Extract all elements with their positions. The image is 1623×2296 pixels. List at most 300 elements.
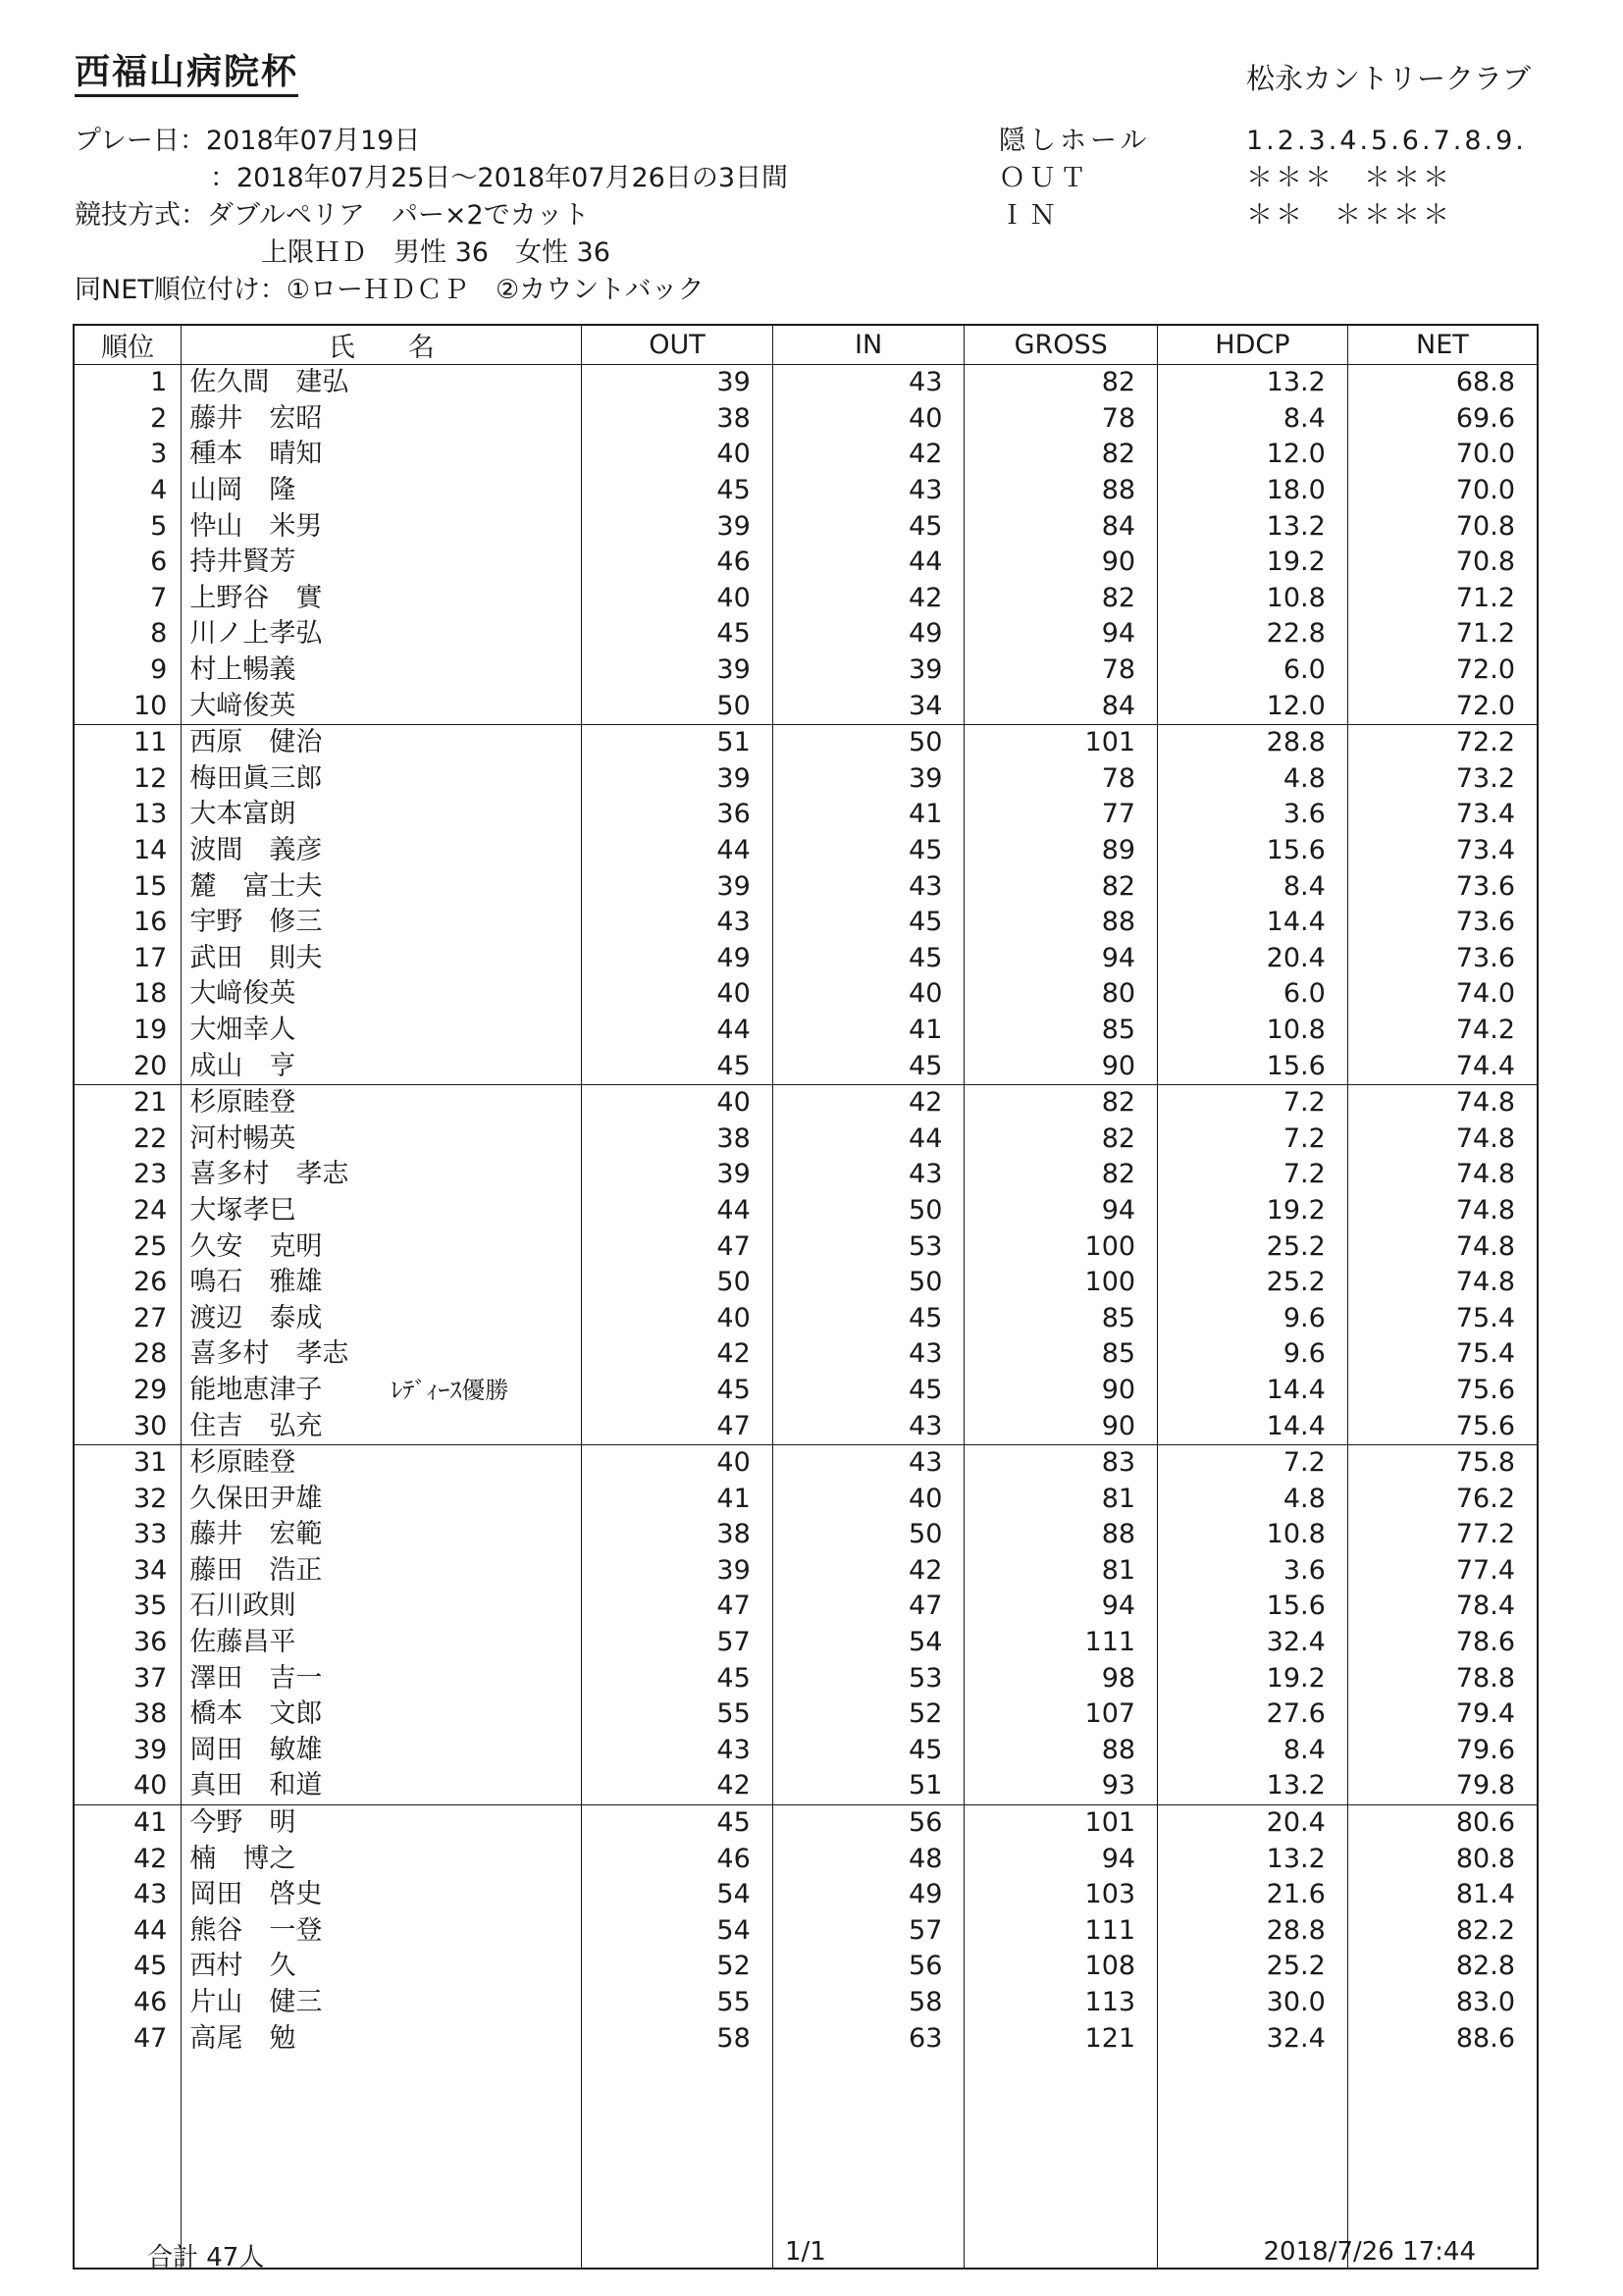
cell-name bbox=[182, 905, 582, 941]
name-value: 能地恵津子 bbox=[189, 1374, 323, 1405]
col-rank: 順位 bbox=[74, 325, 182, 365]
net-value: 77.4 bbox=[1455, 1554, 1515, 1586]
table-row bbox=[74, 1444, 1538, 1481]
gross-value: 111 bbox=[1084, 1914, 1136, 1946]
cell-out bbox=[582, 1444, 773, 1481]
cell-hdcp bbox=[1158, 1660, 1348, 1696]
cell-in bbox=[772, 1841, 965, 1877]
hdcp-value: 10.8 bbox=[1266, 1014, 1326, 1045]
in-value: 39 bbox=[909, 762, 943, 794]
cell-out bbox=[582, 1733, 773, 1769]
cell-out bbox=[582, 1300, 773, 1336]
cell-hdcp bbox=[1158, 1949, 1348, 1985]
gross-value: 93 bbox=[1101, 1770, 1136, 1801]
cell-out bbox=[582, 1408, 773, 1444]
name-value: 河村暢英 bbox=[189, 1122, 296, 1154]
net-value: 73.6 bbox=[1455, 870, 1515, 902]
gross-value: 82 bbox=[1101, 582, 1136, 613]
cell-name bbox=[182, 1157, 582, 1193]
hdcp-value: 14.4 bbox=[1266, 1374, 1326, 1405]
out-value: 50 bbox=[716, 1267, 751, 1298]
net-value: 74.8 bbox=[1455, 1159, 1515, 1190]
in-value: 50 bbox=[909, 1519, 943, 1550]
cell-in bbox=[772, 545, 965, 581]
cell-gross bbox=[965, 1013, 1158, 1049]
table-row bbox=[74, 1373, 1538, 1409]
hdcp-value: 15.6 bbox=[1266, 1591, 1326, 1622]
gross-value: 94 bbox=[1101, 1843, 1136, 1874]
net-value: 69.6 bbox=[1455, 402, 1515, 434]
rank-value: 8 bbox=[150, 618, 168, 650]
out-value: 38 bbox=[716, 1122, 751, 1154]
table-row bbox=[74, 1733, 1538, 1769]
cell-out bbox=[582, 1768, 773, 1804]
cell-gross bbox=[965, 1084, 1158, 1121]
cell-net bbox=[1347, 652, 1538, 689]
col-name: 氏 名 bbox=[182, 325, 582, 365]
in-value: 42 bbox=[909, 439, 943, 470]
gross-value: 88 bbox=[1101, 1734, 1136, 1765]
table-row bbox=[74, 1121, 1538, 1157]
cell-out bbox=[582, 1228, 773, 1265]
cell-gross bbox=[965, 1696, 1158, 1733]
period-row bbox=[75, 160, 788, 197]
net-value: 73.4 bbox=[1455, 835, 1515, 866]
gross-value: 78 bbox=[1101, 762, 1136, 794]
rank-value: 32 bbox=[132, 1483, 168, 1514]
cell-gross bbox=[965, 437, 1158, 473]
cell-in bbox=[772, 1733, 965, 1769]
name-value: 西村 久 bbox=[189, 1951, 296, 1982]
cell-net bbox=[1347, 1265, 1538, 1301]
rank-value: 38 bbox=[132, 1698, 168, 1730]
cell-in bbox=[772, 1949, 965, 1985]
gross-value: 100 bbox=[1084, 1267, 1136, 1298]
in-value: 47 bbox=[909, 1591, 943, 1622]
cell-gross bbox=[965, 1913, 1158, 1950]
cell-rank bbox=[74, 1553, 182, 1590]
name-value: 岡田 敏雄 bbox=[189, 1734, 323, 1765]
cell-out bbox=[582, 401, 773, 438]
out-value: 45 bbox=[716, 1662, 751, 1694]
hdcp-value: 8.4 bbox=[1283, 402, 1326, 434]
out-value: 45 bbox=[716, 1807, 751, 1839]
cell-hdcp bbox=[1158, 1121, 1348, 1157]
cell-net bbox=[1347, 1768, 1538, 1804]
name-value: 山岡 隆 bbox=[189, 475, 296, 506]
cell-in bbox=[772, 1373, 965, 1409]
rank-value: 17 bbox=[132, 942, 168, 973]
rank-value: 31 bbox=[132, 1447, 168, 1479]
hidden-holes-list: 1.2.3.4.5.6.7.8.9. bbox=[1246, 126, 1527, 156]
cell-out bbox=[582, 1877, 773, 1913]
rank-value: 43 bbox=[132, 1879, 168, 1910]
cell-rank bbox=[74, 652, 182, 689]
net-value: 77.2 bbox=[1455, 1519, 1515, 1550]
net-value: 74.8 bbox=[1455, 1194, 1515, 1226]
hdcp-value: 19.2 bbox=[1266, 547, 1326, 578]
cell-out bbox=[582, 1949, 773, 1985]
cell-hdcp bbox=[1158, 1444, 1348, 1481]
cell-in bbox=[772, 1696, 965, 1733]
rank-value: 5 bbox=[150, 510, 168, 542]
cell-out bbox=[582, 761, 773, 798]
play-date-row bbox=[75, 123, 788, 160]
cell-hdcp bbox=[1158, 401, 1348, 438]
net-value: 78.6 bbox=[1455, 1627, 1515, 1658]
cell-gross bbox=[965, 2020, 1158, 2057]
cell-name bbox=[182, 1660, 582, 1696]
cell-out bbox=[582, 1481, 773, 1517]
cell-hdcp bbox=[1158, 1768, 1348, 1804]
in-value: 45 bbox=[909, 907, 943, 938]
name-value: 杉原睦登 bbox=[189, 1087, 296, 1119]
name-value: 大﨑俊英 bbox=[189, 978, 296, 1010]
cell-out bbox=[582, 1336, 773, 1373]
hdcp-value: 28.8 bbox=[1266, 727, 1326, 758]
cell-gross bbox=[965, 761, 1158, 798]
in-value: 41 bbox=[909, 1014, 943, 1045]
in-value: 50 bbox=[909, 1267, 943, 1298]
cell-gross bbox=[965, 1768, 1158, 1804]
cell-gross bbox=[965, 1336, 1158, 1373]
hdcp-value: 13.2 bbox=[1266, 1770, 1326, 1801]
cell-rank bbox=[74, 1013, 182, 1049]
cell-gross bbox=[965, 1553, 1158, 1590]
cell-in bbox=[772, 1804, 965, 1841]
cell-net bbox=[1347, 797, 1538, 833]
in-value: 45 bbox=[909, 510, 943, 542]
gross-value: 94 bbox=[1101, 618, 1136, 650]
cell-hdcp bbox=[1158, 1733, 1348, 1769]
out-value: 57 bbox=[716, 1627, 751, 1658]
cell-net bbox=[1347, 1517, 1538, 1553]
net-value: 71.2 bbox=[1455, 582, 1515, 613]
cell-name bbox=[182, 616, 582, 652]
rank-value: 44 bbox=[132, 1914, 168, 1946]
table-row bbox=[74, 1157, 1538, 1193]
table-row bbox=[74, 1048, 1538, 1084]
cell-name bbox=[182, 1408, 582, 1444]
play-date-label: プレー日： bbox=[75, 126, 206, 156]
club-name: 松永カントリークラブ bbox=[1245, 62, 1531, 95]
table-row bbox=[74, 797, 1538, 833]
cell-name bbox=[182, 1949, 582, 1985]
out-value: 39 bbox=[716, 654, 751, 686]
cell-out bbox=[582, 1121, 773, 1157]
name-value: 麓 富士夫 bbox=[189, 870, 323, 902]
in-value: 50 bbox=[909, 1194, 943, 1226]
cell-out bbox=[582, 1157, 773, 1193]
cell-gross bbox=[965, 473, 1158, 509]
name-value: 村上暢義 bbox=[189, 654, 296, 686]
cell-net bbox=[1347, 1660, 1538, 1696]
rank-value: 28 bbox=[132, 1338, 168, 1370]
hdcp-value: 7.2 bbox=[1283, 1447, 1326, 1479]
gross-value: 82 bbox=[1101, 1087, 1136, 1119]
out-value: 39 bbox=[716, 510, 751, 542]
cell-hdcp bbox=[1158, 1481, 1348, 1517]
in-value: 45 bbox=[909, 1734, 943, 1765]
cell-gross bbox=[965, 868, 1158, 905]
gross-value: 121 bbox=[1084, 2022, 1136, 2054]
hdcp-value: 12.0 bbox=[1266, 690, 1326, 721]
out-value: 45 bbox=[716, 475, 751, 506]
cell-name bbox=[182, 365, 582, 401]
cell-in bbox=[772, 1228, 965, 1265]
net-value: 74.8 bbox=[1455, 1087, 1515, 1119]
out-value: 55 bbox=[716, 1698, 751, 1730]
cell-net bbox=[1347, 1228, 1538, 1265]
cell-name bbox=[182, 1300, 582, 1336]
in-value: 42 bbox=[909, 582, 943, 613]
name-value: 藤田 浩正 bbox=[189, 1554, 323, 1586]
cell-name bbox=[182, 545, 582, 581]
hdcp-value: 14.4 bbox=[1266, 1410, 1326, 1441]
upper-hd-row bbox=[75, 235, 788, 272]
net-value: 72.0 bbox=[1455, 654, 1515, 686]
gross-value: 90 bbox=[1101, 1410, 1136, 1441]
cell-rank bbox=[74, 365, 182, 401]
net-value: 73.2 bbox=[1455, 762, 1515, 794]
gross-value: 90 bbox=[1101, 1050, 1136, 1081]
gross-value: 81 bbox=[1101, 1483, 1136, 1514]
cell-net bbox=[1347, 1444, 1538, 1481]
gross-value: 103 bbox=[1084, 1879, 1136, 1910]
cell-out bbox=[582, 1696, 773, 1733]
cell-rank bbox=[74, 508, 182, 545]
gross-value: 82 bbox=[1101, 1159, 1136, 1190]
cell-net bbox=[1347, 1553, 1538, 1590]
net-value: 81.4 bbox=[1455, 1879, 1515, 1910]
cell-out bbox=[582, 2020, 773, 2057]
cell-out bbox=[582, 688, 773, 724]
rank-value: 39 bbox=[132, 1734, 168, 1765]
cell-in bbox=[772, 581, 965, 617]
cell-hdcp bbox=[1158, 761, 1348, 798]
cell-hdcp bbox=[1158, 1804, 1348, 1841]
cell-rank bbox=[74, 976, 182, 1013]
cell-hdcp bbox=[1158, 1589, 1348, 1625]
cell-gross bbox=[965, 1660, 1158, 1696]
table-row bbox=[74, 1913, 1538, 1950]
gross-value: 111 bbox=[1084, 1627, 1136, 1658]
cell-net bbox=[1347, 1048, 1538, 1084]
rank-value: 16 bbox=[132, 907, 168, 938]
name-value: 大塚孝巳 bbox=[189, 1194, 296, 1226]
cell-rank bbox=[74, 1084, 182, 1121]
cell-name bbox=[182, 1517, 582, 1553]
cell-out bbox=[582, 1660, 773, 1696]
rank-value: 46 bbox=[132, 1987, 168, 2018]
cell-hdcp bbox=[1158, 797, 1348, 833]
cell-in bbox=[772, 1553, 965, 1590]
out-value: 40 bbox=[716, 582, 751, 613]
cell-name bbox=[182, 581, 582, 617]
cell-name bbox=[182, 976, 582, 1013]
cell-hdcp bbox=[1158, 508, 1348, 545]
cell-net bbox=[1347, 1193, 1538, 1229]
cell-hdcp bbox=[1158, 652, 1348, 689]
out-value: 43 bbox=[716, 1734, 751, 1765]
out-value: 47 bbox=[716, 1410, 751, 1441]
out-value: 55 bbox=[716, 1987, 751, 2018]
in-value: 39 bbox=[909, 654, 943, 686]
hdcp-value: 21.6 bbox=[1266, 1879, 1326, 1910]
table-row bbox=[74, 1517, 1538, 1553]
net-value: 71.2 bbox=[1455, 618, 1515, 650]
cell-in bbox=[772, 1300, 965, 1336]
cell-rank bbox=[74, 545, 182, 581]
net-value: 73.6 bbox=[1455, 907, 1515, 938]
col-hdcp: HDCP bbox=[1158, 325, 1348, 365]
cell-in bbox=[772, 1913, 965, 1950]
cell-rank bbox=[74, 688, 182, 724]
rank-value: 21 bbox=[132, 1087, 168, 1119]
name-value: 藤井 宏範 bbox=[189, 1519, 323, 1550]
cell-name bbox=[182, 941, 582, 977]
cell-hdcp bbox=[1158, 616, 1348, 652]
table-row bbox=[74, 833, 1538, 869]
cell-name bbox=[182, 1121, 582, 1157]
cell-rank bbox=[74, 868, 182, 905]
out-value: 39 bbox=[716, 1554, 751, 1586]
gross-value: 113 bbox=[1084, 1987, 1136, 2018]
in-value: 43 bbox=[909, 1410, 943, 1441]
cell-rank bbox=[74, 1228, 182, 1265]
tiebreak-row bbox=[75, 272, 788, 309]
out-value: 47 bbox=[716, 1230, 751, 1262]
competition-info bbox=[75, 123, 788, 309]
rank-value: 41 bbox=[132, 1807, 168, 1839]
net-value: 83.0 bbox=[1455, 1987, 1515, 2018]
out-value: 38 bbox=[716, 1519, 751, 1550]
cell-net bbox=[1347, 761, 1538, 798]
cell-rank bbox=[74, 473, 182, 509]
rank-value: 2 bbox=[150, 402, 168, 434]
cell-in bbox=[772, 724, 965, 760]
table-row bbox=[74, 1553, 1538, 1590]
table-row bbox=[74, 1985, 1538, 2021]
hdcp-value: 19.2 bbox=[1266, 1662, 1326, 1694]
in-value: 45 bbox=[909, 1374, 943, 1405]
in-value: 41 bbox=[909, 799, 943, 830]
table-row bbox=[74, 1841, 1538, 1877]
play-period: ：2018年07月25日～2018年07月26日の3日間 bbox=[210, 163, 789, 193]
cell-net bbox=[1347, 1013, 1538, 1049]
cell-gross bbox=[965, 1408, 1158, 1444]
cell-hdcp bbox=[1158, 1553, 1348, 1590]
gross-value: 100 bbox=[1084, 1230, 1136, 1262]
rank-value: 7 bbox=[150, 582, 168, 613]
in-value: 43 bbox=[909, 1159, 943, 1190]
cell-hdcp bbox=[1158, 1517, 1348, 1553]
gross-value: 78 bbox=[1101, 402, 1136, 434]
gross-value: 85 bbox=[1101, 1302, 1136, 1333]
rank-value: 9 bbox=[150, 654, 168, 686]
in-value: 42 bbox=[909, 1554, 943, 1586]
in-value: 58 bbox=[909, 1987, 943, 2018]
out-value: 40 bbox=[716, 1302, 751, 1333]
cell-in bbox=[772, 1265, 965, 1301]
out-value: 45 bbox=[716, 1050, 751, 1081]
net-value: 74.2 bbox=[1455, 1014, 1515, 1045]
cell-hdcp bbox=[1158, 1048, 1348, 1084]
hidden-in-marks: ＊＊ ＊＊＊＊ bbox=[1246, 200, 1452, 231]
cell-out bbox=[582, 905, 773, 941]
cell-hdcp bbox=[1158, 1408, 1348, 1444]
cell-hdcp bbox=[1158, 473, 1348, 509]
cell-gross bbox=[965, 724, 1158, 760]
cell-name bbox=[182, 1444, 582, 1481]
net-value: 75.4 bbox=[1455, 1302, 1515, 1333]
name-value: 片山 健三 bbox=[189, 1987, 323, 2018]
name-value: 喜多村 孝志 bbox=[189, 1338, 349, 1370]
in-value: 43 bbox=[909, 475, 943, 506]
table-row bbox=[74, 1949, 1538, 1985]
net-value: 72.0 bbox=[1455, 690, 1515, 721]
net-value: 74.8 bbox=[1455, 1267, 1515, 1298]
cell-net bbox=[1347, 2020, 1538, 2057]
out-value: 39 bbox=[716, 870, 751, 902]
net-value: 82.8 bbox=[1455, 1951, 1515, 1982]
in-value: 57 bbox=[909, 1914, 943, 1946]
gross-value: 84 bbox=[1101, 510, 1136, 542]
out-value: 40 bbox=[716, 978, 751, 1010]
hdcp-value: 7.2 bbox=[1283, 1087, 1326, 1119]
cell-in bbox=[772, 833, 965, 869]
name-value: 大﨑俊英 bbox=[189, 690, 296, 721]
cell-gross bbox=[965, 976, 1158, 1013]
cell-name bbox=[182, 1048, 582, 1084]
cell-net bbox=[1347, 1696, 1538, 1733]
rank-value: 33 bbox=[132, 1519, 168, 1550]
cell-gross bbox=[965, 797, 1158, 833]
in-value: 42 bbox=[909, 1087, 943, 1119]
cell-gross bbox=[965, 941, 1158, 977]
name-value: 成山 亨 bbox=[189, 1050, 296, 1081]
cell-rank bbox=[74, 437, 182, 473]
cell-hdcp bbox=[1158, 1300, 1348, 1336]
cell-rank bbox=[74, 1408, 182, 1444]
cell-rank bbox=[74, 1660, 182, 1696]
cell-gross bbox=[965, 1589, 1158, 1625]
table-row bbox=[74, 1336, 1538, 1373]
cell-gross bbox=[965, 905, 1158, 941]
cell-hdcp bbox=[1158, 1157, 1348, 1193]
cell-net bbox=[1347, 941, 1538, 977]
cell-hdcp bbox=[1158, 1877, 1348, 1913]
name-value: 忰山 米男 bbox=[189, 510, 323, 542]
name-value: 佐藤昌平 bbox=[189, 1627, 296, 1658]
cell-rank bbox=[74, 1877, 182, 1913]
cell-name bbox=[182, 1084, 582, 1121]
cell-out bbox=[582, 868, 773, 905]
cell-in bbox=[772, 1985, 965, 2021]
rank-value: 14 bbox=[132, 835, 168, 866]
cell-net bbox=[1347, 1877, 1538, 1913]
cell-net bbox=[1347, 833, 1538, 869]
cell-hdcp bbox=[1158, 833, 1348, 869]
cell-net bbox=[1347, 581, 1538, 617]
table-row bbox=[74, 1589, 1538, 1625]
gross-value: 94 bbox=[1101, 1194, 1136, 1226]
cell-in bbox=[772, 688, 965, 724]
gross-value: 77 bbox=[1101, 799, 1136, 830]
in-value: 40 bbox=[909, 1483, 943, 1514]
cell-rank bbox=[74, 1481, 182, 1517]
table-row bbox=[74, 652, 1538, 689]
